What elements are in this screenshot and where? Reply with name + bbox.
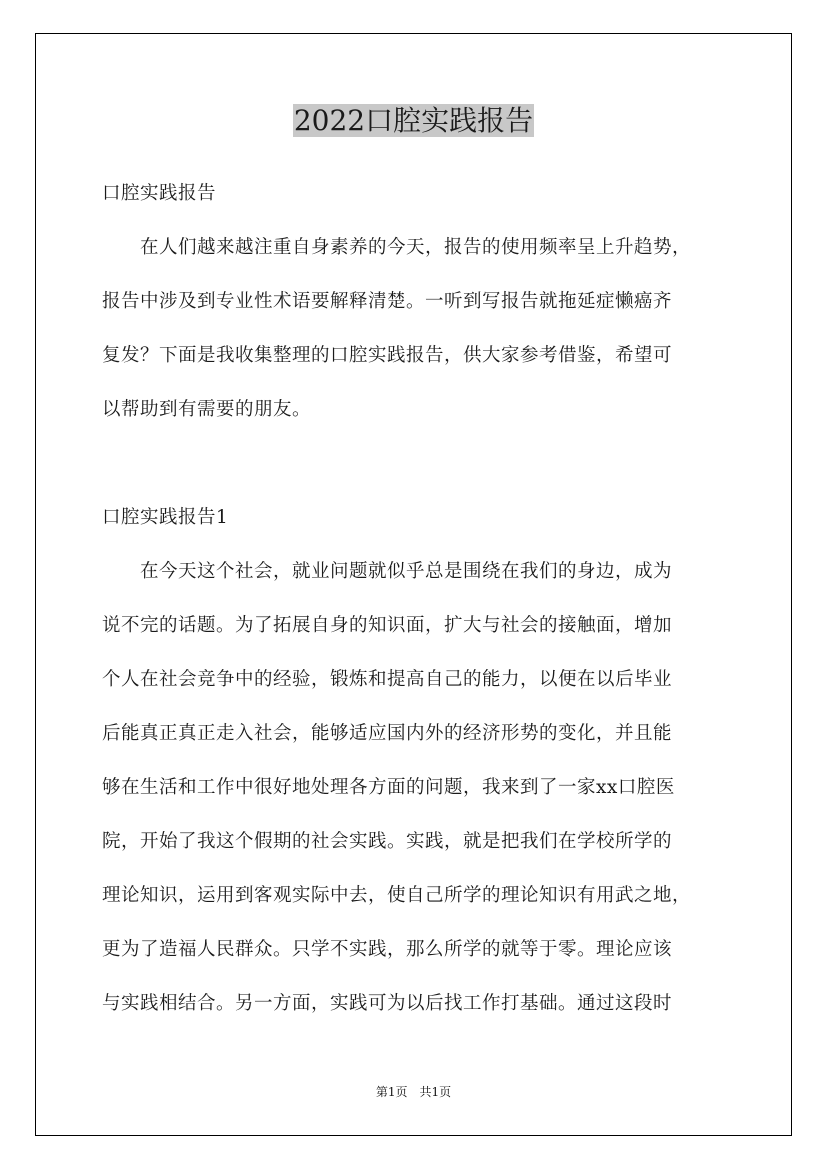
body-line-8: 更为了造福人民群众。只学不实践，那么所学的就等于零。理论应该 [102, 939, 673, 960]
document-title [0, 100, 827, 142]
intro-line-3: 复发？下面是我收集整理的口腔实践报告，供大家参考借鉴，希望可 [102, 345, 673, 366]
body-line-3: 个人在社会竞争中的经验，锻炼和提高自己的能力，以便在以后毕业 [102, 669, 673, 690]
subtitle: 口腔实践报告 [102, 183, 217, 204]
intro-line-2: 报告中涉及到专业性术语要解释清楚。一听到写报告就拖延症懒癌齐 [102, 291, 673, 312]
body-line-6: 院，开始了我这个假期的社会实践。实践，就是把我们在学校所学的 [102, 831, 673, 852]
body-line-7: 理论知识，运用到客观实际中去，使自己所学的理论知识有用武之地， [102, 885, 692, 906]
body-line-9: 与实践相结合。另一方面，实践可为以后找工作打基础。通过这段时 [102, 993, 673, 1014]
body-line-5: 够在生活和工作中很好地处理各方面的问题，我来到了一家xx口腔医 [102, 777, 675, 798]
body-line-1: 在今天这个社会，就业问题就似乎总是围绕在我们的身边，成为 [102, 561, 673, 582]
body-line-2: 说不完的话题。为了拓展自身的知识面，扩大与社会的接触面，增加 [102, 615, 673, 636]
title-text: 2022口腔实践报告 [293, 104, 534, 137]
intro-line-4: 以帮助到有需要的朋友。 [102, 399, 312, 420]
body-line-4: 后能真正真正走入社会，能够适应国内外的经济形势的变化，并且能 [102, 723, 673, 744]
intro-line-1: 在人们越来越注重自身素养的今天，报告的使用频率呈上升趋势， [102, 237, 692, 258]
section-heading: 口腔实践报告1 [102, 507, 229, 528]
page-footer: 第1页 共1页 [375, 1085, 452, 1099]
